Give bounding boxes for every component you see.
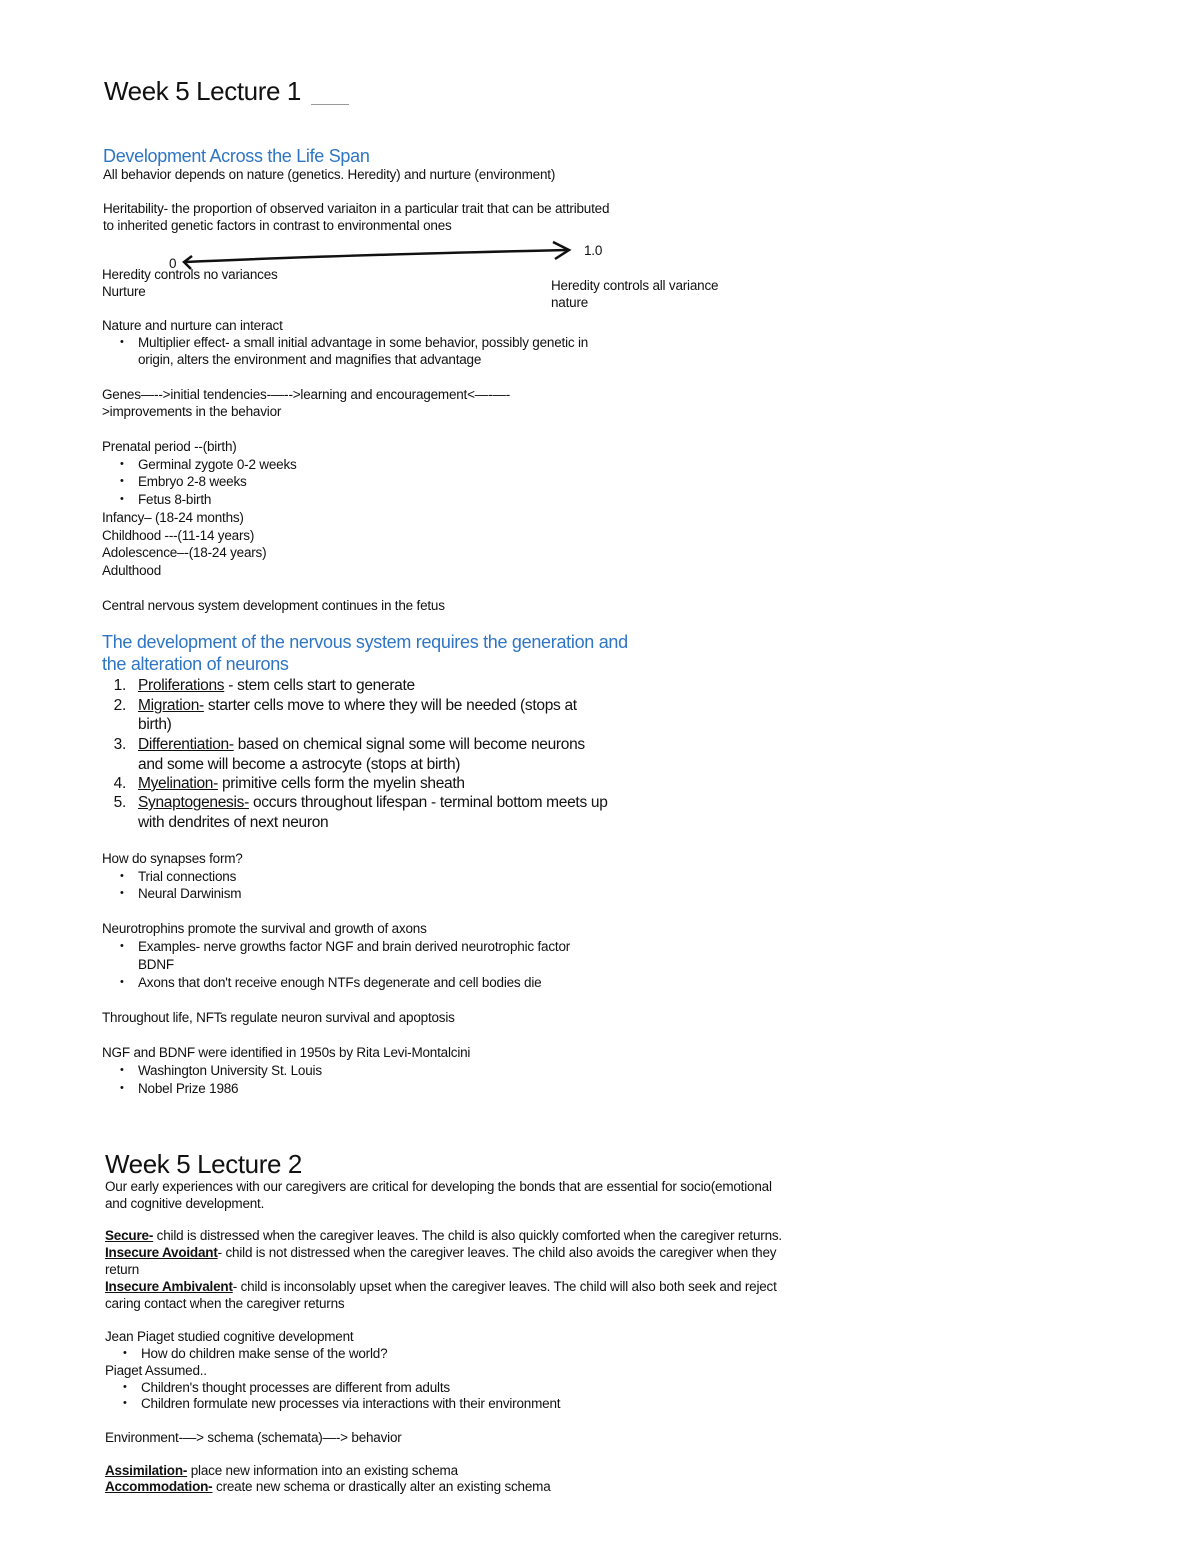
lecture2-title: Week 5 Lecture 2	[105, 1149, 302, 1179]
scale-right-value: 1.0	[584, 243, 603, 258]
step-proliferation: Proliferations - stem cells start to generate	[138, 677, 415, 694]
scale-right-sublabel: nature	[551, 295, 589, 310]
stage-item: Childhood ---(11-14 years)	[102, 528, 255, 543]
stage-item: Adolescence–-(18-24 years)	[102, 545, 267, 560]
intro-text: All behavior depends on nature (genetics. Heredity) and nurture (environment)	[103, 167, 556, 182]
multiplier-cont: origin, alters the environment and magnifies that advantage	[138, 352, 482, 367]
scale-left-label: Heredity controls no variances	[102, 267, 278, 282]
ntf-item: • Axons that don't receive enough NTFs degenerate and cell bodies die	[138, 975, 541, 990]
heritability-line-1: Heritability- the proportion of observed variaiton in a particular trait that can be attributed	[103, 201, 610, 216]
multiplier-bullet: • Multiplier effect- a small initial advantage in some behavior, possibly genetic in	[138, 335, 588, 350]
genes-line-2: >improvements in the behavior	[102, 404, 282, 419]
lecture1-title: Week 5 Lecture 1	[104, 76, 301, 106]
ngf-item: • Washington University St. Louis	[138, 1063, 322, 1078]
step-differentiation-cont: and some will become a astrocyte (stops at birth)	[138, 756, 461, 773]
lecture2-intro-1: Our early experiences with our caregivers are critical for developing the bonds that are essential for socio(emotional	[105, 1179, 772, 1194]
title-underline	[311, 104, 349, 105]
avoidant-definition: Insecure Avoidant- child is not distressed when the caregiver leaves. The child also avoids the caregiver when they	[105, 1245, 777, 1260]
throughout-text: Throughout life, NFTs regulate neuron survival and apoptosis	[102, 1010, 455, 1025]
section-heading-development: Development Across the Life Span	[103, 146, 370, 166]
neurotrophins-text: Neurotrophins promote the survival and growth of axons	[102, 921, 427, 936]
synapses-item: • Neural Darwinism	[138, 886, 241, 901]
step-migration-cont: birth)	[138, 716, 172, 733]
genes-line-1: Genes—-->initial tendencies-—-->learning and encouragement<—-—-	[102, 387, 510, 402]
prenatal-heading: Prenatal period --(birth)	[102, 439, 237, 454]
ambivalent-definition: Insecure Ambivalent- child is inconsolably upset when the caregiver leaves. The child will also both seek and reject	[105, 1279, 777, 1294]
step-number: 3.	[113, 736, 126, 753]
step-myelination: Myelination- primitive cells form the myelin sheath	[138, 775, 465, 792]
step-number: 4.	[113, 775, 126, 792]
piaget-text: Jean Piaget studied cognitive development	[105, 1329, 354, 1344]
prenatal-item: • Germinal zygote 0-2 weeks	[138, 457, 297, 472]
prenatal-item: • Fetus 8-birth	[138, 492, 211, 507]
section-heading-nervous-system-2: the alteration of neurons	[102, 654, 289, 674]
step-migration: Migration- starter cells move to where they will be needed (stops at	[138, 697, 577, 714]
avoidant-cont: return	[105, 1262, 140, 1277]
ambivalent-cont: caring contact when the caregiver returns	[105, 1296, 345, 1311]
step-number: 1.	[113, 677, 126, 694]
interact-text: Nature and nurture can interact	[102, 318, 283, 333]
stage-item: Infancy– (18-24 months)	[102, 510, 244, 525]
scale-right-label: Heredity controls all variance	[551, 278, 719, 293]
step-synaptogenesis: Synaptogenesis- occurs throughout lifespan - terminal bottom meets up	[138, 794, 608, 811]
heritability-line-2: to inherited genetic factors in contrast to environmental ones	[103, 218, 452, 233]
piaget-item: • How do children make sense of the world?	[141, 1346, 387, 1361]
assimilation-definition: Assimilation- place new information into an existing schema	[105, 1463, 458, 1478]
assumed-item: • Children's thought processes are different from adults	[141, 1380, 450, 1395]
step-number: 5.	[113, 794, 126, 811]
assumed-text: Piaget Assumed..	[105, 1363, 207, 1378]
cns-text: Central nervous system development continues in the fetus	[102, 598, 445, 613]
scale-left-value: 0	[169, 256, 177, 271]
ngf-text: NGF and BDNF were identified in 1950s by Rita Levi-Montalcini	[102, 1045, 471, 1060]
secure-definition: Secure- child is distressed when the caregiver leaves. The child is also quickly comforted when the caregiver returns.	[105, 1228, 782, 1243]
step-number: 2.	[113, 697, 126, 714]
prenatal-item: • Embryo 2-8 weeks	[138, 474, 247, 489]
environment-text: Environment-—> schema (schemata)—-> behavior	[105, 1430, 402, 1445]
ntf-item: • Examples- nerve growths factor NGF and brain derived neurotrophic factor	[138, 939, 570, 954]
section-heading-nervous-system-1: The development of the nervous system requires the generation and	[102, 632, 628, 652]
ntf-item-cont: BDNF	[138, 957, 174, 972]
step-synaptogenesis-cont: with dendrites of next neuron	[138, 814, 329, 831]
ngf-item: • Nobel Prize 1986	[138, 1081, 238, 1096]
scale-left-sublabel: Nurture	[102, 284, 146, 299]
synapses-question: How do synapses form?	[102, 851, 243, 866]
accommodation-definition: Accommodation- create new schema or drastically alter an existing schema	[105, 1479, 551, 1494]
assumed-item: • Children formulate new processes via interactions with their environment	[141, 1396, 560, 1411]
stage-item: Adulthood	[102, 563, 162, 578]
lecture2-intro-2: and cognitive development.	[105, 1196, 265, 1211]
step-differentiation: Differentiation- based on chemical signal some will become neurons	[138, 736, 585, 753]
synapses-item: • Trial connections	[138, 869, 236, 884]
